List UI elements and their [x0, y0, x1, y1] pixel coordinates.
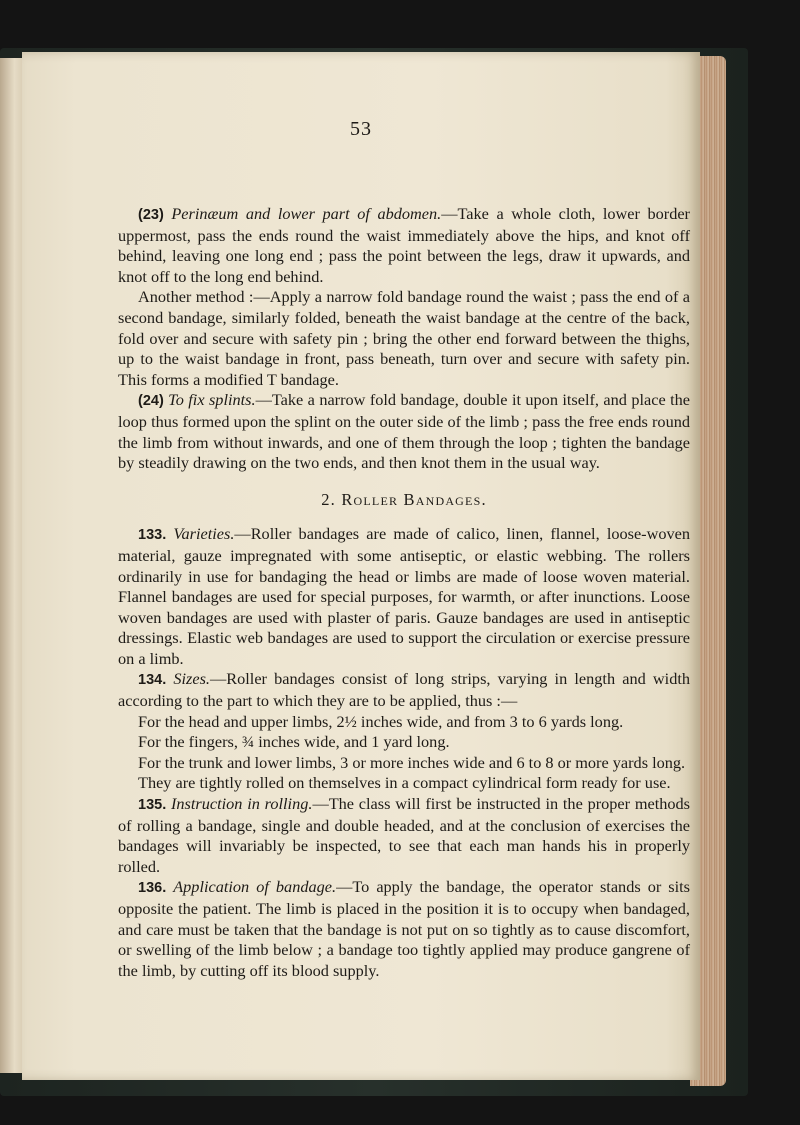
paragraph-size-head [118, 712, 690, 733]
paragraph-title: Application of bandage. [173, 877, 337, 897]
facing-page-edge [0, 58, 24, 1073]
page-number: 53 [350, 118, 372, 140]
paragraph-text: —Roller bandages consist of long strips, varying in length and width according to the part to which they are to be applied, thus :— [118, 669, 691, 711]
paragraph-number: 133. [138, 527, 174, 544]
paragraph-sizes [118, 669, 690, 711]
paragraph-text: —Roller bandages are made of calico, linen, flannel, loose-woven material, gauze impregnated with some antiseptic, or elastic webbing. The rollers ordinarily in use for bandaging the head or limbs are made of loose woven material. Flannel bandages are used for special purposes, for warmth, or after inunctions. Loose woven bandages are used with plaster of paris. Gauze bandages are used in antiseptic dressings. Elastic web bandages are used to support the circulation or exercise pressure on a limb. [118, 524, 691, 668]
paragraph-size-fingers [118, 732, 690, 753]
paragraph-text: —Take a narrow fold bandage, double it upon itself, and place the loop thus formed upon the splint on the outer side of the limb ; pass the free ends round the limb from without inwards, and one of them through the loop ; tighten the bandage by steadily drawing on the two ends, and then knot them in the usual way. [118, 390, 690, 473]
section-heading: 2. Roller Bandages. [321, 489, 487, 509]
paragraph-perinaeum [118, 204, 690, 287]
paragraph-text: —Take a whole cloth, lower border uppermost, pass the ends round the waist immediately above the hips, and knot off behind, leaving one long end ; pass the point between the legs, draw it upwards, and knot off to the long end behind. [118, 204, 690, 286]
paragraph-number: (23) [138, 207, 172, 223]
paragraph-text: —To apply the bandage, the operator stands or sits opposite the patient. The limb is placed in the position it is to occupy when bandaged, and care must be taken that the bandage is not put on so tightly as to cause discomfort, or swelling of the limb below ; a bandage too tightly applied may produce gangrene of the limb, by cutting off its blood supply. [118, 877, 691, 980]
paragraph-number: 135. [138, 797, 171, 814]
paragraph-number: 134. [138, 672, 174, 689]
page-body [118, 204, 690, 981]
paragraph-text: For the fingers, ¾ inches wide, and 1 yard long. [138, 732, 450, 752]
paragraph-fix-splints [118, 390, 690, 473]
paragraph-text: —The class will first be instructed in the proper methods of rolling a bandage, single and double headed, and at the conclusion of exercises the bandages will invariably be inspected, to see that each man hands his in properly rolled. [118, 794, 691, 876]
paragraph-application [118, 877, 690, 981]
paragraph-rolled [118, 773, 690, 794]
paragraph-text: For the trunk and lower limbs, 3 or more inches wide and 6 to 8 or more yards long. [138, 752, 686, 772]
paragraph-title: Varieties. [173, 524, 235, 544]
paragraph-text: Another method :—Apply a narrow fold bandage round the waist ; pass the end of a second bandage, similarly folded, beneath the waist bandage at the centre of the back, fold over and secure with safety pin ; bring the other end forward between the thighs, up to the waist bandage in front, pass beneath, turn over and secure with safety pin. This forms a modified T bandage. [118, 287, 690, 389]
book-page [22, 52, 700, 1080]
paragraph-number: 136. [138, 880, 174, 897]
paragraph-number: (24) [138, 393, 169, 410]
paragraph-text: They are tightly rolled on themselves in a compact cylindrical form ready for use. [138, 773, 671, 793]
paragraph-instruction [118, 794, 690, 877]
paragraph-size-trunk [118, 753, 690, 774]
paragraph-title: Perinæum and lower part of abdomen. [171, 204, 442, 223]
paragraph-title: Sizes. [173, 669, 210, 689]
paragraph-another-method [118, 287, 690, 390]
paragraph-text: For the head and upper limbs, 2½ inches wide, and from 3 to 6 yards long. [138, 711, 624, 731]
paragraph-title: To fix splints. [168, 390, 256, 410]
paragraph-varieties [118, 524, 690, 669]
paragraph-title: Instruction in rolling. [170, 794, 313, 814]
